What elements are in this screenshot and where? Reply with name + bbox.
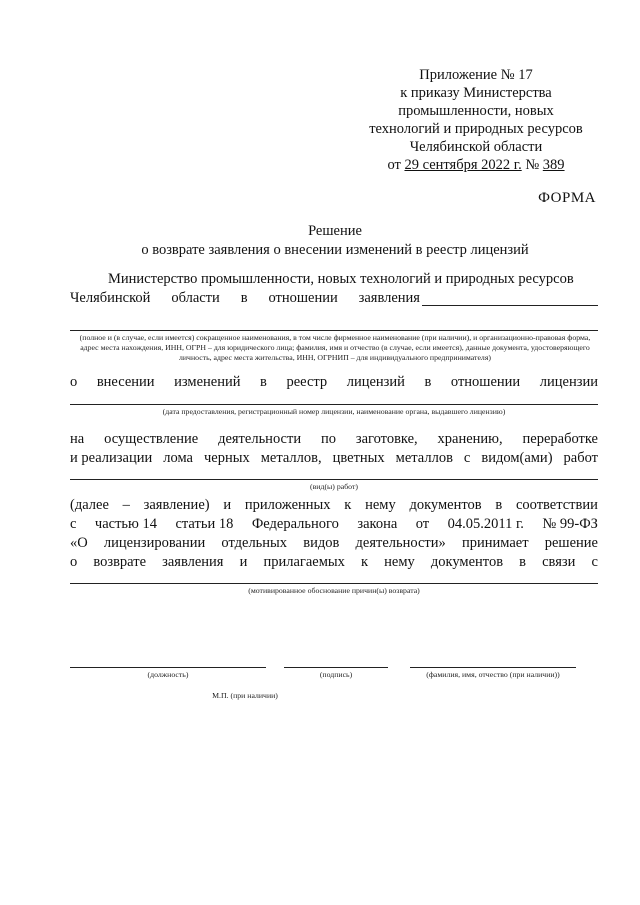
activity-word: работ — [563, 450, 598, 466]
appendix-line-3: промышленности, новых — [398, 103, 554, 119]
intro-word: отношении — [268, 290, 338, 306]
forma-label: ФОРМА — [538, 190, 596, 206]
number-separator: № — [521, 157, 543, 173]
decision-word: соответствии — [515, 497, 598, 513]
decision-word: 04.05.2011 г. — [447, 516, 524, 532]
title-line-1: Решение — [308, 223, 362, 239]
license-word: внесении — [96, 374, 155, 390]
decision-word: в — [519, 554, 527, 570]
decision-word: принимает — [461, 535, 529, 551]
license-word: реестр — [286, 374, 328, 390]
appendix-line-5: Челябинской области — [409, 139, 543, 155]
decision-word: и — [223, 497, 232, 513]
date-prefix: от — [387, 157, 405, 173]
decision-word: от — [415, 516, 430, 532]
activity-word: деятельности — [218, 431, 302, 447]
caption-position: (должность) — [147, 670, 189, 679]
decision-word: (далее — [70, 497, 109, 513]
decision-word: прилагаемых — [263, 554, 345, 570]
decision-word: нему — [365, 497, 396, 513]
license-word: лицензий — [346, 374, 405, 390]
intro-word: области — [171, 290, 220, 306]
activity-word: осуществление — [104, 431, 199, 447]
applicant-blank-line — [70, 330, 598, 331]
appendix-line-1: Приложение № 17 — [419, 67, 533, 83]
activity-word: металлов — [395, 450, 453, 466]
document-title — [70, 222, 600, 260]
activity-line-1 — [70, 430, 598, 449]
decision-word: приложенных — [244, 497, 331, 513]
decision-line-2 — [70, 515, 598, 534]
caption-applicant: (полное и (в случае, если имеется) сокращенное наименования, в том числе фирменное наименование (при наличии), и организационно-правовая форма, адрес места нахождения, ИНН, ОГРН – для юридического лица; фамилия, имя и отчество (в случае, если имеется), данные документа, удостоверяющего личность, адрес места жительства, ИНН, ОГРНИП – для индивидуального предпринимателя) — [79, 333, 591, 362]
appendix-line-2: к приказу Министерства — [400, 85, 552, 101]
activity-word: лома — [163, 450, 193, 466]
position-blank-line — [70, 667, 266, 668]
title-line-2: о возврате заявления о внесении изменений в реестр лицензий — [141, 242, 529, 258]
decision-word: возврате — [93, 554, 147, 570]
activity-word: переработке — [522, 431, 598, 447]
intro-word: в — [240, 290, 248, 306]
intro-word: заявления — [358, 290, 420, 306]
activity-word: черных — [203, 450, 250, 466]
decision-word: к — [361, 554, 369, 570]
decision-word: с — [70, 516, 77, 532]
license-word: отношении — [450, 374, 521, 390]
decision-word: в — [495, 497, 503, 513]
decision-word: статьи 18 — [175, 516, 234, 532]
intro-line-1: Министерство промышленности, новых технологий и природных ресурсов — [108, 271, 574, 287]
decision-word: «О — [70, 535, 88, 551]
decision-word: документов — [430, 554, 504, 570]
activity-word: цветных — [332, 450, 385, 466]
decision-word: с — [591, 554, 598, 570]
decision-line-1 — [70, 496, 598, 515]
caption-name: (фамилия, имя, отчество (при наличии)) — [426, 670, 560, 679]
decision-word: заявление) — [143, 497, 210, 513]
order-number: 389 — [542, 157, 565, 173]
decision-word: и — [239, 554, 248, 570]
stamp-label: М.П. (при наличии) — [212, 691, 278, 700]
intro-line-2 — [70, 289, 420, 308]
decision-word: решение — [544, 535, 598, 551]
decision-word: – — [122, 497, 130, 513]
name-blank-line — [410, 667, 576, 668]
activity-word: металлов, — [260, 450, 322, 466]
decision-word: отдельных — [221, 535, 288, 551]
order-date: 29 сентября 2022 г. — [404, 157, 522, 173]
appendix-line-4: технологий и природных ресурсов — [369, 121, 583, 137]
decision-word: деятельности» — [355, 535, 446, 551]
activity-word: на — [70, 431, 85, 447]
decision-word: документов — [409, 497, 482, 513]
decision-word: частью 14 — [94, 516, 157, 532]
caption-license: (дата предоставления, регистрационный номер лицензии, наименование органа, выдавшего лицензию) — [162, 407, 506, 416]
caption-signature: (подпись) — [319, 670, 353, 679]
activity-word: хранению, — [437, 431, 503, 447]
license-word: лицензии — [539, 374, 598, 390]
license-word: в — [260, 374, 267, 390]
appendix-header — [340, 66, 612, 174]
license-word: о — [70, 374, 78, 390]
appendix-date-line — [340, 156, 612, 174]
reason-blank-line — [70, 583, 598, 584]
activity-word: по — [320, 431, 336, 447]
license-word: в — [424, 374, 432, 390]
decision-word: заявления — [162, 554, 224, 570]
decision-word: № 99-ФЗ — [542, 516, 598, 532]
decision-word: связи — [542, 554, 576, 570]
license-word: изменений — [174, 374, 241, 390]
activity-line-2 — [70, 449, 598, 468]
decision-word: лицензировании — [103, 535, 206, 551]
decision-word: нему — [384, 554, 415, 570]
activity-word: видом(ами) — [481, 450, 553, 466]
intro-word: Челябинской — [70, 290, 151, 306]
decision-word: закона — [357, 516, 398, 532]
decision-word: видов — [303, 535, 340, 551]
decision-line-4 — [70, 553, 598, 572]
decision-word: Федерального — [251, 516, 339, 532]
activity-word: заготовке, — [355, 431, 418, 447]
application-blank-line — [422, 305, 598, 306]
license-line — [70, 373, 598, 392]
license-blank-line — [70, 404, 598, 405]
caption-reason: (мотивированное обоснование причин(ы) возврата) — [248, 586, 420, 595]
works-blank-line — [70, 479, 598, 480]
decision-line-3 — [70, 534, 598, 553]
signature-blank-line — [284, 667, 388, 668]
activity-word: и реализации — [70, 450, 153, 466]
activity-word: с — [463, 450, 471, 466]
decision-word: к — [344, 497, 352, 513]
caption-works: (вид(ы) работ) — [310, 482, 358, 491]
decision-word: о — [70, 554, 78, 570]
